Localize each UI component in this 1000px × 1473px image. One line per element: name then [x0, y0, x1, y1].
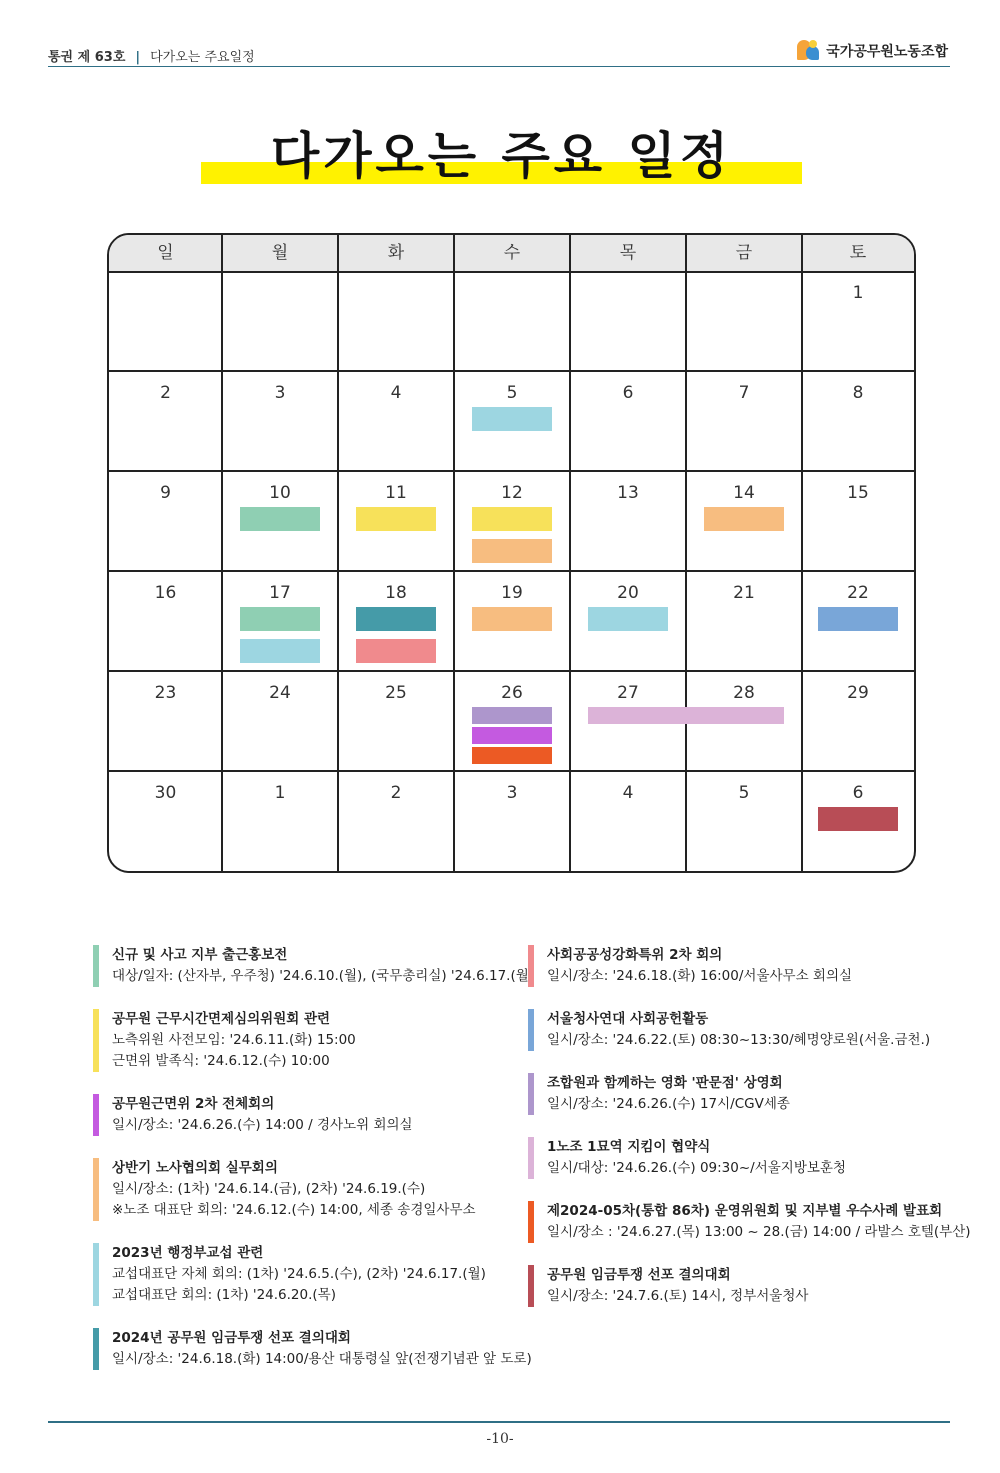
page-number: -10- — [486, 1431, 514, 1447]
day-number: 11 — [385, 483, 407, 503]
page-header — [48, 36, 950, 67]
day-number: 7 — [738, 383, 750, 403]
day-number: 14 — [733, 483, 755, 503]
header-left — [48, 46, 255, 65]
event-bar[interactable] — [472, 747, 552, 764]
event-detail: 일시/장소: '24.6.26.(수) 17시/CGV세종 — [547, 1096, 790, 1112]
calendar — [107, 233, 916, 873]
day-number: 28 — [733, 683, 755, 703]
day-number: 2 — [160, 383, 171, 403]
event-detail: 일시/장소: (1차) '24.6.14.(금), (2차) '24.6.19.(수) — [112, 1181, 426, 1197]
event-title: 사회공공성강화특위 2차 회의 — [547, 947, 723, 963]
weekday-wed: 수 — [503, 243, 521, 263]
event-detail: 일시/장소: '24.6.18.(화) 16:00/서울사무소 회의실 — [547, 968, 853, 984]
event-item — [528, 1201, 971, 1243]
event-item — [528, 1009, 930, 1051]
event-bar[interactable] — [472, 707, 552, 724]
grid-column-line — [569, 235, 571, 871]
weekday-tue: 화 — [387, 243, 405, 263]
day-number: 18 — [385, 583, 407, 603]
grid-column-line — [801, 235, 803, 871]
day-number: 12 — [501, 483, 523, 503]
day-number: 3 — [506, 783, 518, 803]
calendar-weekday-header — [109, 235, 914, 273]
event-item — [528, 1137, 846, 1179]
event-bar[interactable] — [472, 407, 552, 431]
day-number: 29 — [847, 683, 869, 703]
day-number: 4 — [622, 783, 634, 803]
event-bar[interactable] — [240, 639, 320, 663]
event-detail: 대상/일자: (산자부, 우주청) '24.6.10.(월), (국무총리실) '24.6.17.(월) — [112, 968, 535, 984]
org-name: 국가공무원노동조합 — [826, 44, 948, 60]
event-title: 공무원 임금투쟁 선포 결의대회 — [547, 1267, 731, 1283]
day-number: 30 — [154, 783, 177, 803]
day-number: 4 — [390, 383, 402, 403]
day-number: 23 — [154, 683, 177, 703]
event-bar[interactable] — [240, 507, 320, 531]
event-detail: 일시/장소: '24.6.22.(토) 08:30~13:30/혜명양로원(서울.금천.) — [547, 1032, 931, 1048]
weekday-thu: 목 — [619, 243, 637, 263]
grid-row-line — [109, 670, 914, 672]
event-item — [93, 1009, 356, 1072]
event-bar[interactable] — [704, 507, 784, 531]
event-detail: 근면위 발족식: '24.6.12.(수) 10:00 — [112, 1053, 330, 1069]
event-item — [93, 945, 534, 987]
day-number: 3 — [274, 383, 286, 403]
day-number: 24 — [269, 683, 291, 703]
event-bar[interactable] — [472, 607, 552, 631]
grid-column-line — [453, 235, 455, 871]
grid-column-line — [685, 235, 687, 871]
event-bar[interactable] — [472, 727, 552, 744]
event-bar[interactable] — [588, 707, 784, 724]
event-detail: 일시/장소: '24.6.18.(화) 14:00/용산 대통령실 앞(전쟁기념관 앞 도로) — [112, 1351, 532, 1367]
day-number: 5 — [738, 783, 750, 803]
event-bar[interactable] — [356, 607, 436, 631]
org-logo — [797, 40, 948, 62]
page-title: 다가오는 주요 일정 — [270, 127, 733, 185]
event-detail: 교섭대표단 회의: (1차) '24.6.20.(목) — [112, 1287, 336, 1303]
event-title: 2024년 공무원 임금투쟁 선포 결의대회 — [112, 1330, 351, 1346]
weekday-sun: 일 — [157, 243, 174, 263]
event-item — [93, 1328, 532, 1370]
day-number: 15 — [847, 483, 869, 503]
event-detail: 일시/장소: '24.7.6.(토) 14시, 정부서울청사 — [547, 1288, 809, 1304]
event-title: 공무원근면위 2차 전체회의 — [112, 1096, 275, 1112]
weekday-fri: 금 — [735, 243, 753, 263]
event-title: 1노조 1묘역 지킴이 협약식 — [547, 1139, 711, 1155]
day-number: 13 — [617, 483, 639, 503]
day-number: 1 — [852, 283, 864, 303]
event-title: 제2024-05차(통합 86차) 운영위원회 및 지부별 우수사례 발표회 — [547, 1203, 943, 1219]
grid-column-line — [337, 235, 339, 871]
day-number: 26 — [501, 683, 523, 703]
event-bar[interactable] — [240, 607, 320, 631]
union-logo-icon — [797, 40, 821, 62]
event-title: 조합원과 함께하는 영화 '판문점' 상영회 — [547, 1075, 783, 1091]
event-bar[interactable] — [356, 507, 436, 531]
event-title: 서울청사연대 사회공헌활동 — [547, 1011, 709, 1027]
event-title: 공무원 근무시간면제심의위원회 관련 — [112, 1011, 331, 1027]
issue-number: 통권 제 63호 — [48, 50, 126, 65]
event-bar[interactable] — [472, 539, 552, 563]
event-title: 신규 및 사고 지부 출근홍보전 — [112, 947, 288, 963]
event-detail: 일시/장소: '24.6.26.(수) 14:00 / 경사노위 회의실 — [112, 1117, 413, 1133]
grid-row-line — [109, 370, 914, 372]
event-title: 2023년 행정부교섭 관련 — [112, 1245, 264, 1261]
event-item — [528, 1073, 790, 1115]
grid-row-line — [109, 470, 914, 472]
day-number: 22 — [847, 583, 869, 603]
day-number: 20 — [617, 583, 639, 603]
event-item — [93, 1243, 486, 1306]
day-number: 1 — [274, 783, 286, 803]
event-title: 상반기 노사협의회 실무회의 — [112, 1160, 278, 1176]
page-title-block — [201, 124, 802, 188]
day-number: 6 — [852, 783, 864, 803]
footer-divider — [48, 1421, 950, 1423]
grid-row-line — [109, 570, 914, 572]
event-detail: 일시/대상: '24.6.26.(수) 09:30~/서울지방보훈청 — [547, 1160, 846, 1176]
weekday-mon: 월 — [271, 243, 289, 263]
weekday-sat: 토 — [849, 243, 867, 263]
day-number: 2 — [390, 783, 402, 803]
event-bar[interactable] — [588, 607, 668, 631]
day-number: 21 — [733, 583, 755, 603]
event-bar[interactable] — [818, 607, 898, 631]
day-number: 27 — [617, 683, 639, 703]
day-number: 5 — [506, 383, 518, 403]
grid-row-line — [109, 770, 914, 772]
section-name: 다가오는 주요일정 — [150, 50, 255, 65]
event-item — [528, 1265, 808, 1307]
day-number: 9 — [160, 483, 171, 503]
event-detail: 노측위원 사전모임: '24.6.11.(화) 15:00 — [112, 1032, 356, 1048]
event-detail: 교섭대표단 자체 회의: (1차) '24.6.5.(수), (2차) '24.6.17.(월) — [112, 1266, 486, 1282]
event-bar[interactable] — [472, 507, 552, 531]
event-bar[interactable] — [356, 639, 436, 663]
day-number: 25 — [385, 683, 407, 703]
day-number: 19 — [501, 583, 523, 603]
day-number: 10 — [269, 483, 291, 503]
day-number: 8 — [852, 383, 864, 403]
day-number: 17 — [269, 583, 291, 603]
event-bar[interactable] — [818, 807, 898, 831]
event-item — [93, 1158, 476, 1221]
event-detail: ※노조 대표단 회의: '24.6.12.(수) 14:00, 세종 송경일사무소 — [112, 1202, 476, 1218]
event-detail: 일시/장소 : '24.6.27.(목) 13:00 ~ 28.(금) 14:00 / 라발스 호텔(부산) — [547, 1224, 971, 1240]
day-number: 6 — [622, 383, 634, 403]
event-item — [93, 1094, 413, 1136]
header-separator: | — [135, 50, 141, 65]
grid-column-line — [221, 235, 223, 871]
event-item — [528, 945, 852, 987]
day-number: 16 — [154, 583, 177, 603]
